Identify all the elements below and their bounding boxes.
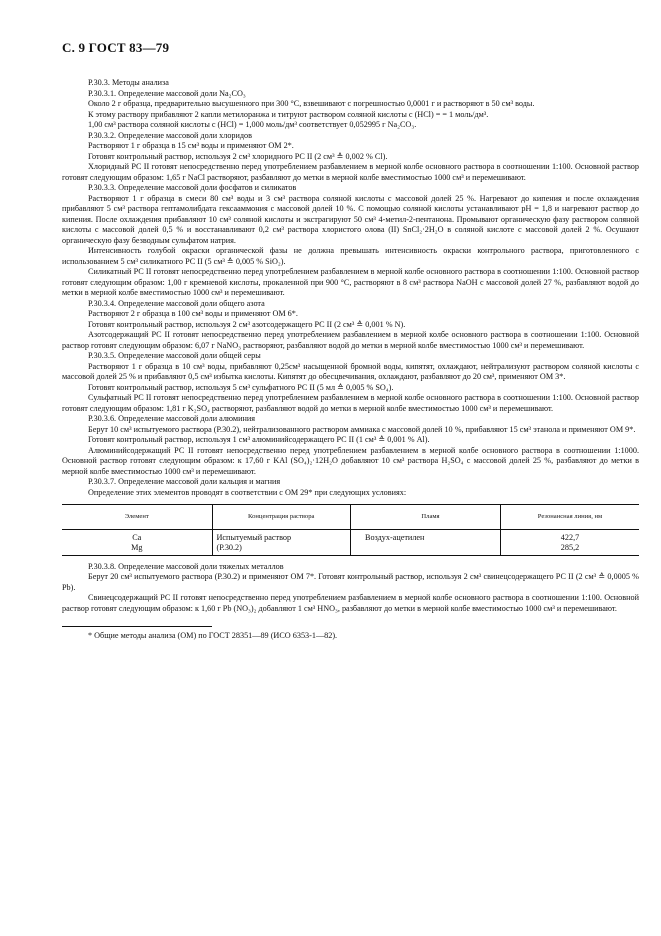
table-cell-element [62,529,212,555]
paragraph: Готовят контрольный раствор, используя 2 см³ хлоридного РС II (2 см³ ≙ 0,002 % Cl). [88,151,388,161]
paragraph: Азотсодержащий РС II готовят непосредственно перед употреблением разбавлением в мерной колбе основного раствора в соотношении 1:100. Основной раствор готовят следующим образом: 6,07 г NaNO₃ растворяют, разбавляют водой до метки в мерной колбе вместимостью 1000 см³ и перемешивают. [62,330,639,350]
table-header-row [62,505,639,530]
footnote: * Общие методы анализа (ОМ) по ГОСТ 28351—89 (ИСО 6353-1—82). [88,631,338,640]
page-header: С. 9 ГОСТ 83—79 [62,40,170,55]
paragraph: Сульфатный РС II готовят непосредственно перед употреблением разбавлением в мерной колбе основного раствора в соотношении 1:100. Основной раствор готовят следующим образом: 1,81 г K₂SO₄ растворяют, разбавляют водой до метки в мерной колбе вместимостью 1000 см³ и перемешивают. [62,393,639,413]
table-header-cell: Пламя [350,505,500,530]
subsection-heading: Р.30.3.6. Определение массовой доли алюминия [88,414,256,423]
subsection-heading: Р.30.3.1. Определение массовой доли Na₂CO₃ [88,88,246,98]
paragraph: Готовят контрольный раствор, используя 5 см³ сульфатного РС II (5 мл ≙ 0,005 % SO₄). [88,382,394,392]
subsection-heading: Р.30.3.5. Определение массовой доли общей серы [88,351,261,360]
concentration-line: Испытуемый раствор [216,532,292,542]
table-cell-flame [350,529,500,555]
line-mg: 285,2 [560,542,580,552]
table-header-cell: Элемент [62,505,212,530]
paragraph: Берут 10 см³ испытуемого раствора (Р.30.2), нейтрализованного раствором аммиака с массовой долей 10 %, прибавляют 15 см³ этанола и применяют ОМ 9*. [88,424,636,434]
paragraph: К этому раствору прибавляют 2 капли метилоранжа и титруют раствором соляной кислоты c (HCl) = = 1 моль/дм³. [88,109,489,119]
subsection-heading: Р.30.3.7. Определение массовой доли кальция и магния [88,477,281,486]
paragraph: Растворяют 1 г образца в 10 см³ воды, прибавляют 0,25см³ насыщенной бромной воды, кипятят, охлаждают, нейтрализуют раствором соляной кислоты с массовой долей 25 % и прибавляют 0,5 см³ избытка кислоты. Кипятят до обесцвечивания, охлаждают, разбавляют до 20 см³, применяют ОМ 3*. [62,361,639,381]
paragraph: Интенсивность голубой окраски органической фазы не должна превышать интенсивность окраски контрольного раствора, приготовленного с использованием 5 см³ силикатного РС II (5 см³ ≙ 0,005 % SiO₂). [62,246,639,266]
paragraph: Растворяют 1 г образца в 15 см³ воды и применяют ОМ 2*. [88,141,294,150]
section-heading-methods: Р.30.3. Методы анализа [88,78,169,87]
paragraph: Хлоридный РС II готовят непосредственно перед употреблением разбавлением в мерной колбе основного раствора в соотношении 1:100. Основной раствор готовят следующим образом: 1,65 г NaCl растворяют, разбавляют до метки в мерной колбе вместимостью 1000 см³ и перемешивают. [62,162,639,182]
element-mg: Mg [131,542,143,552]
subsection-heading: Р.30.3.4. Определение массовой доли общего азота [88,298,265,308]
paragraph: Определение этих элементов проводят в соответствии с ОМ 29* при следующих условиях: [88,487,407,497]
element-ca: Ca [132,532,142,542]
paragraph: Готовят контрольный раствор, используя 1 см³ алюминийсодержащего РС II (1 см³ ≙ 0,001 % Al). [88,435,430,444]
paragraph: Около 2 г образца, предварительно высушенного при 300 °С, взвешивают с погрешностью 0,0001 г и растворяют в 50 см³ воды. [88,99,535,108]
paragraph: Алюминийсодержащий РС II готовят непосредственно перед употреблением разбавлением в мерной колбе основного раствора в соотношении 1:1000. Основной раствор готовят следующим образом: к 17,60 г KAl (SO₄)₂·12H₂O добавляют 10 см³ раствора H₂SO₄ с массовой долей 25 %, разбавляют до метки в мерной колбе вместимостью 1000 см³ и перемешивают. [62,445,639,476]
subsection-heading: Р.30.3.8. Определение массовой доли тяжелых металлов [88,561,284,571]
paragraph: 1,00 см³ раствора соляной кислоты c (HCl) = 1,000 моль/дм³ соответствует 0,052995 г Na₂CO₃. [88,120,417,129]
paragraph: Растворяют 2 г образца в 100 см³ воды и применяют ОМ 6*. [88,309,298,318]
flame-value: Воздух-ацетилен [364,532,425,542]
subsection-heading: Р.30.3.3. Определение массовой доли фосфатов и силикатов [88,183,297,192]
document-body [62,78,639,642]
subsection-heading: Р.30.3.2. Определение массовой доли хлоридов [88,130,253,140]
paragraph: Берут 20 см³ испытуемого раствора (Р.30.2) и применяют ОМ 7*. Готовят контрольный раствор, используя 2 см³ свинецсодержащего РС II (2 см³ ≙ 0,0005 % Pb). [62,572,639,592]
table-cell-lines [501,529,640,555]
conditions-table [62,504,639,556]
concentration-line: (Р.30.2) [216,542,242,552]
table-row [62,529,639,555]
table-header-cell: Концентрация раствора [212,505,350,530]
table-cell-concentration [212,529,350,555]
paragraph: Свинецсодержащий РС II готовят непосредственно перед употреблением разбавлением в мерной колбе основного раствора в соотношении 1:100. Основной раствор готовят следующим образом: к 1,60 г Pb (NO₃)₂ добавляют 1 см³ HNO₃, разбавляют до метки в мерной колбе вместимостью 1000 см³ и перемешивают. [62,593,639,613]
table-header-cell: Резонансная линия, нм [501,505,640,530]
line-ca: 422,7 [560,532,580,542]
paragraph: Растворяют 1 г образца в смеси 80 см³ воды и 3 см³ раствора соляной кислоты с массовой долей 25 %. Нагревают до кипения и после охлаждения прибавляют 5 см³ раствора гептамолибдата гексааммония с массовой долей 10 %. С помощью соляной кислоты устанавливают pH = 1,8 и нагревают раствор до кипения. После охлаждения прибавляют 10 см³ соляной кислоты и экстрагируют 50 см³ 4-метил-2-пентанона. Промывают органическую фазу раствором соляной кислоты с массовой долей 0,5 % и восстанавливают 0,2 см³ раствора хлористого олова (II) SnCl₂·2H₂O в соляной кислоте с массовой долей 2 %. Осушают органическую фазу безводным сульфатом натрия. [62,193,639,245]
paragraph: Силикатный РС II готовят непосредственно перед употреблением разбавлением в мерной колбе основного раствора в соотношении 1:100. Основной раствор готовят следующим образом: 1,00 г кремневой кислоты, прокаленной при 900 °С, растворяют в 8 см³ раствора NaOH с массовой долей 27 %, разбавляют водой до метки в мерной колбе вместимостью 1000 см³ и перемешивают. [62,267,639,297]
footnote-divider [62,626,212,627]
paragraph: Готовят контрольный раствор, используя 2 см³ азотсодержащего РС II (2 см³ ≙ 0,001 % N). [88,319,406,329]
